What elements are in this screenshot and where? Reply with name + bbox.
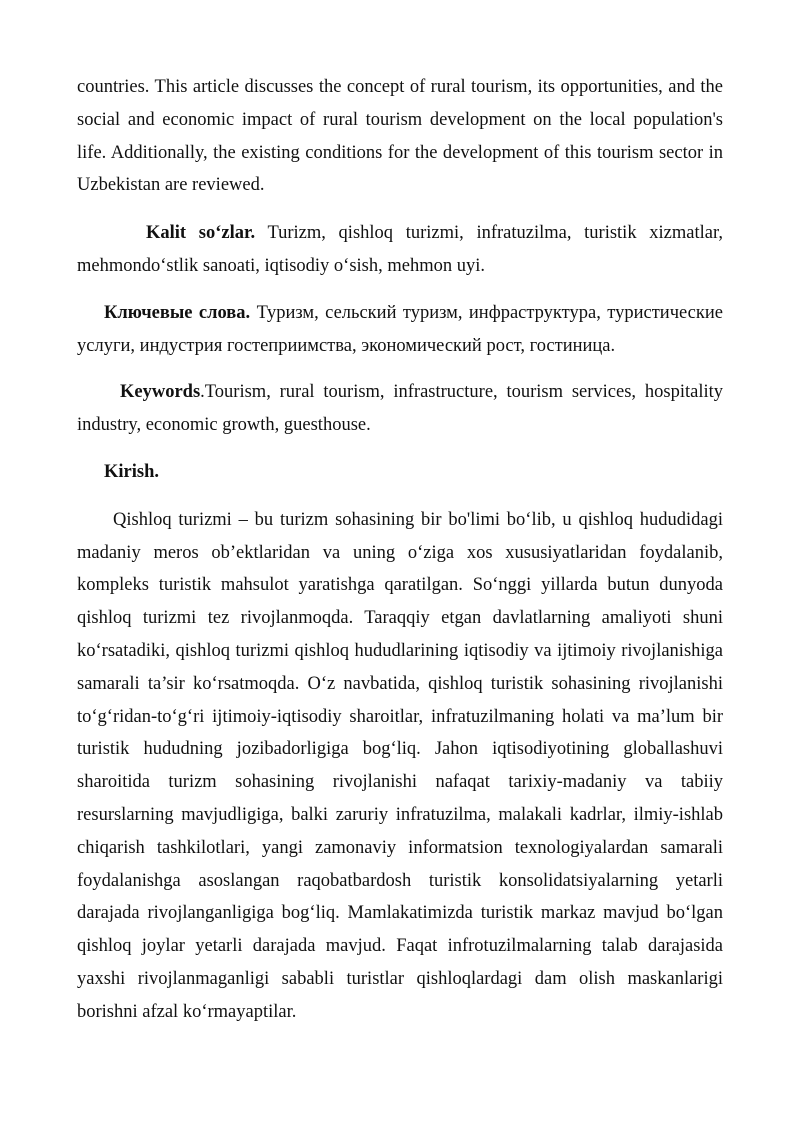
keywords-uzbek-label: Kalit so‘zlar. — [146, 223, 256, 244]
keywords-english-text: .Tourism, rural tourism, infrastructure, tourism services, hospitality industry, economic growth, guesthouse. — [77, 382, 723, 436]
keywords-russian — [77, 297, 723, 363]
keywords-uzbek-text: Turizm, qishloq turizmi, infratuzilma, turistik xizmatlar, mehmondo‘stlik sanoati, iqtisodiy o‘sish, mehmon uyi. — [77, 223, 723, 276]
document-page — [77, 71, 723, 1029]
abstract-continuation: countries. This article discusses the concept of rural tourism, its opportunities, and the social and economic impact of rural tourism development on the local population's life. Additionally, the existing conditions for the development of this tourism sector in Uzbekistan are reviewed. — [77, 77, 723, 196]
keywords-english-label: Keywords — [120, 382, 201, 403]
keywords-russian-label: Ключевые слова. — [104, 302, 251, 323]
intro-paragraph: Qishloq turizmi – bu turizm sohasining bir bo'limi bo‘lib, u qishloq hududidagi madaniy meros ob’ektlaridan va uning o‘ziga xos xususiyatlaridan foydalanib, kompleks turistik mahsulot yaratishga qaratilgan. So‘nggi yillarda butun dunyoda qishloq turizmi tez rivojlanmoqda. Taraqqiy etgan davlatlarning amaliyoti shuni ko‘rsatadiki, qishloq turizmi qishloq hududlarining iqtisodiy va ijtimoiy rivojlanishiga samarali ta’sir ko‘rsatmoqda. O‘z navbatida, qishloq turistik sohasining rivojlanishi to‘g‘ridan-to‘g‘ri ijtimoiy-iqtisodiy sharoitlar, infratuzilmaning holati va ma’lum bir turistik hududning jozibadorligiga bog‘liq. Jahon iqtisodiyotining globallashuvi sharoitida turizm sohasining rivojlanishi nafaqat tarixiy-madaniy va tabiiy resurslarning mavjudligiga, balki zaruriy infratuzilma, malakali kadrlar, ilmiy-ishlab chiqarish tashkilotlari, yangi zamonaviy informatsion texnologiyalardan samarali foydalanishga asoslangan raqobatbardosh turistik konsolidatsiyalarning yetarli darajada rivojlanganligiga bog‘liq. Mamlakatimizda turistik markaz mavjud bo‘lgan qishloq joylar yetarli darajada mavjud. Faqat infrotuzilmalarning talab darajasida yaxshi rivojlanmaganligi sababli turistlar qishloqlardagi dam olish maskanlarigi borishni afzal ko‘rmayaptilar. — [77, 509, 723, 1022]
keywords-english — [77, 376, 723, 442]
keywords-russian-text: Туризм, сельский туризм, инфраструктура, туристические услуги, индустрия гостеприимства, экономический рост, гостиница. — [77, 302, 723, 356]
section-heading: Kirish. — [104, 461, 159, 482]
keywords-uzbek — [77, 217, 723, 283]
